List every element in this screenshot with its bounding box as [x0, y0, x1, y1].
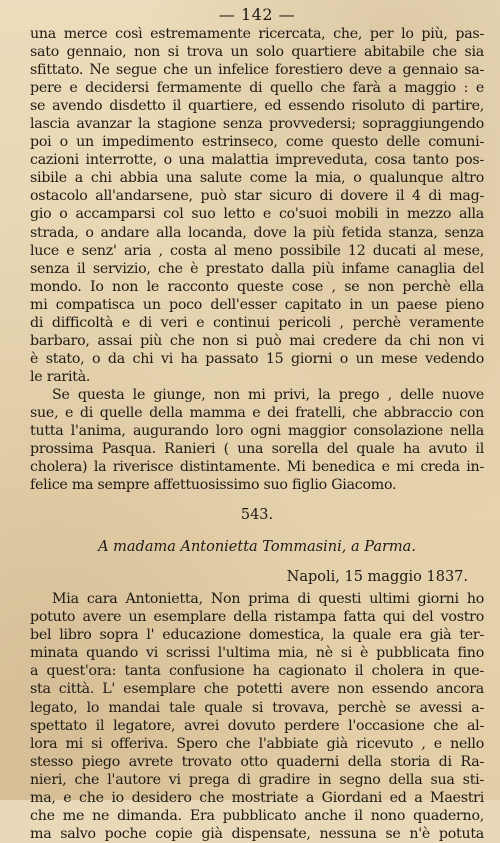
- text-line: ma salvo poche copie già dispensate, nessuna se n'è potuta: [30, 825, 484, 842]
- text-line: Se questa le giunge, non mi privi, la prego , delle nuove: [52, 386, 484, 403]
- text-line: tutta l'anima, augurando loro ogni maggior consolazione nella: [30, 423, 484, 440]
- text-line: ma, e che io desidero che mostriate a Giordani ed a Maestri: [30, 789, 484, 806]
- section-gap: [30, 494, 484, 506]
- text-line: lascia avanzar la stagione senza provvedersi; sopraggiungendo: [30, 116, 484, 133]
- letter-addressee: A madama Antonietta Tommasini, a Parma.: [98, 539, 416, 556]
- text-line: è stato, o da chi vi ha passato 15 giorni o un mese vedendo: [30, 350, 484, 367]
- text-line: luce e senz' aria , costa al meno possibile 12 ducati al mese,: [30, 242, 484, 259]
- text-line: spettato il legatore, avrei dovuto perdere l'occasione che al-: [30, 717, 484, 734]
- text-line: cholera) la riverisce distintamente. Mi benedica e mi creda in-: [30, 459, 484, 476]
- text-line: strada, o andare alla locanda, dove la più fetida stanza, senza: [30, 224, 484, 241]
- text-line: sato gennaio, non si trova un solo quartiere abitabile che sia: [30, 44, 484, 61]
- text-line: lora mi si offeriva. Spero che l'abbiate già ricevuto , e nello: [30, 735, 484, 752]
- text-line: sfittato. Ne segue che un infelice forestiero deve a gennaio sa-: [30, 62, 484, 79]
- text-line: ostacolo all'andarsene, può star sicuro di dovere il 4 di mag-: [30, 188, 484, 205]
- text-line: gio o accamparsi col suo letto e co'suoi mobili in mezzo alla: [30, 206, 484, 223]
- letter-place-date: Napoli, 15 maggio 1837.: [286, 569, 468, 586]
- text-line: a quest'ora: tanta confusione ha cagionato il cholera in que-: [30, 663, 484, 680]
- text-line: barbaro, assai più che non si può mai credere da chi non vi: [30, 332, 484, 349]
- text-line: cazioni interrotte, o una malattia impreveduta, cosa tanto pos-: [30, 152, 484, 169]
- text-line: potuto avere un esemplare della ristampa fatta qui del vostro: [30, 609, 484, 626]
- text-line: nieri, che l'autore vi prega di gradire in segno della sua sti-: [30, 771, 484, 788]
- text-line: poi o un impedimento estrinseco, come questo delle comuni-: [30, 134, 484, 151]
- page-number: — 142 —: [218, 5, 296, 24]
- text-line: se avendo disdetto il quartiere, ed essendo risoluto di partire,: [30, 98, 484, 115]
- paragraph-letter-closing: [30, 25, 484, 386]
- paragraph-letter-salutation: [30, 386, 484, 494]
- text-line: mondo. Io non le racconto queste cose , se non perchè ella: [30, 278, 484, 295]
- text-line: sta città. L' esemplare che potetti avere non essendo ancora: [30, 681, 484, 698]
- text-line: prossima Pasqua. Ranieri ( una sorella del quale ha avuto il: [30, 441, 484, 458]
- text-line: sue, e di quelle della mamma e dei fratelli, che abbraccio con: [30, 404, 484, 421]
- text-line: mi compatisca un poco dell'esser capitato in un paese pieno: [30, 296, 484, 313]
- text-line: felice ma sempre affettuosissimo suo figlio Giacomo.: [30, 477, 397, 494]
- text-line: stesso piego avrete trovato otto quaderni della storia di Ra-: [30, 753, 484, 770]
- text-line: legato, lo mandai tale quale si trovava, perchè se avessi a-: [30, 699, 484, 716]
- text-line: una merce così estremamente ricercata, che, per lo più, pas-: [30, 26, 484, 42]
- text-line: bel libro sopra l' educazione domestica, la quale era già ter-: [30, 627, 484, 644]
- text-line: pere e decidersi fermamente di quello che farà a maggio : e: [30, 80, 484, 97]
- letter-number: 543.: [240, 507, 274, 524]
- text-line: che me ne dimanda. Era pubblicato anche il nono quaderno,: [30, 807, 484, 824]
- text-line: Mia cara Antonietta, Non prima di questi ultimi giorni ho: [52, 591, 484, 608]
- text-line: senza il servizio, che è prestato dalla più infame canaglia del: [30, 260, 484, 277]
- paragraph-letter-body: [30, 590, 484, 843]
- text-line: minata quando vi scrissi l'ultima mia, nè si è pubblicata fino: [30, 645, 484, 662]
- text-line: le rarità.: [30, 368, 91, 385]
- text-line: di difficoltà e di veri e continui pericoli , perchè veramente: [30, 314, 484, 331]
- text-line: sibile a chi abbia una salute come la mia, o qualunque altro: [30, 170, 484, 187]
